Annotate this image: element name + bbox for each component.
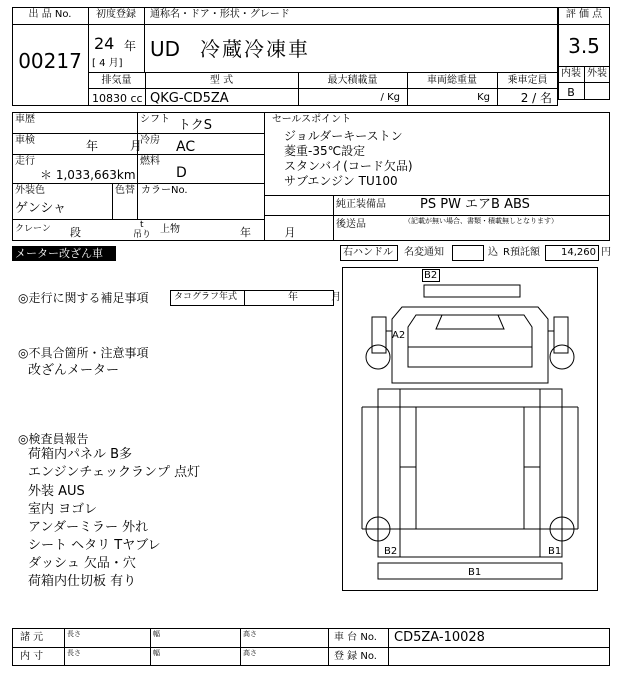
damage-mark-b2-rear: B2: [384, 546, 398, 557]
gross-weight-label: 車両総重量: [427, 75, 477, 86]
sales-point: ジョルダーキーストン: [284, 129, 403, 143]
lot-no-label: 出 品 No.: [28, 9, 72, 20]
year-unit: 年: [124, 39, 137, 53]
aircon: AC: [176, 139, 196, 155]
name-change-label: 名変通知: [404, 247, 444, 258]
width-label: 幅: [153, 630, 160, 638]
crane-hook: 吊り: [133, 230, 152, 240]
sales-point: スタンバイ(コード欠品): [284, 159, 413, 173]
width-label: 幅: [153, 649, 160, 657]
maker: UD: [150, 37, 181, 61]
right-mirror: [554, 317, 568, 353]
name-change-box: [452, 245, 484, 261]
chassis-label: 車 台 No.: [334, 632, 377, 643]
aftermarket-label: 後送品: [336, 219, 366, 230]
fuel-label: 燃料: [140, 156, 160, 167]
cargo-box: [378, 389, 562, 557]
max-load: / Kg: [380, 92, 400, 103]
crane-ton: t: [140, 220, 144, 230]
inspector-label: ◎検査員報告: [18, 432, 89, 446]
divider: [12, 133, 264, 134]
color: ゲンシャ: [15, 201, 67, 216]
crane-stage: 段: [70, 226, 81, 239]
first-reg-month: [ 4 月]: [92, 58, 123, 69]
sales-points-label: セールスポイント: [272, 114, 352, 125]
first-reg-label: 初度登録: [96, 9, 136, 20]
inspector-item: アンダーミラー 外れ: [28, 520, 149, 535]
damage-mark-b1-rear: B1: [468, 567, 482, 578]
cab-roof: [436, 315, 504, 329]
truck-diagram: [342, 267, 598, 591]
reg-label: 登 録 No.: [334, 651, 377, 662]
tachograph-date: 年 月: [288, 292, 342, 303]
exterior-label: 外装: [587, 68, 607, 79]
divider: [144, 7, 145, 72]
divider: [112, 183, 113, 219]
divider: [64, 628, 65, 666]
model-name-label: 通称名・ドア・形状・グレード: [150, 9, 290, 20]
front-left-wheel: [366, 345, 390, 369]
inspector-item: シート ヘタリ Tヤブレ: [28, 538, 161, 553]
divider: [12, 647, 610, 648]
divider: [240, 628, 241, 666]
tax-label: 込: [488, 247, 498, 258]
damage-mark-b2-front: B2: [424, 270, 438, 281]
divider: [558, 24, 610, 25]
divider: [12, 154, 264, 155]
inspector-item: 外装 AUS: [28, 484, 85, 499]
chassis-no: CD5ZA-10028: [394, 630, 485, 645]
divider: [12, 24, 558, 25]
divider: [88, 72, 558, 73]
shift-label: シフト: [140, 114, 170, 125]
lot-no: 00217: [18, 49, 82, 73]
cab-top: [408, 315, 532, 367]
crane-label: クレーン: [15, 224, 51, 234]
gross-weight: Kg: [477, 92, 490, 103]
aircon-label: 冷房: [140, 135, 160, 146]
recycle-unit: 円: [601, 247, 611, 258]
score: 3.5: [568, 34, 600, 58]
divider: [264, 112, 265, 241]
divider: [388, 628, 389, 666]
height-label: 高さ: [243, 630, 257, 638]
divider: [264, 215, 610, 216]
divider: [137, 112, 138, 219]
divider: [264, 195, 610, 196]
capacity: 2 / 名: [520, 91, 552, 105]
dims-label: 諸 元: [20, 632, 44, 643]
capacity-label: 乗車定員: [507, 75, 548, 86]
height-label: 高さ: [243, 649, 257, 657]
cab-outline: [392, 307, 548, 383]
recycle-amount: 14,260: [561, 247, 596, 258]
shift: トクS: [178, 118, 212, 133]
damage-mark-a2: A2: [392, 330, 406, 341]
interior-label: 内装: [561, 68, 581, 79]
divider: [12, 183, 264, 184]
color-swatch-label: 色替: [115, 185, 135, 196]
sales-point: 菱重-35℃設定: [284, 144, 366, 158]
type: QKG-CD5ZA: [150, 91, 229, 106]
inspector-item: ダッシュ 欠品・穴: [28, 556, 136, 571]
defect-item: 改ざんメーター: [28, 363, 120, 378]
mileage-label: 走行: [15, 156, 35, 167]
sales-point: サブエンジン TU100: [284, 174, 398, 188]
color-label: 外装色: [15, 185, 45, 196]
inspector-item: 荷箱内仕切板 有り: [28, 574, 137, 589]
inspector-item: エンジンチェックランプ 点灯: [28, 465, 201, 480]
upper-label: 上物: [160, 224, 180, 235]
model-desc: 冷蔵冷凍車: [200, 37, 310, 61]
displacement: 10830 cc: [92, 92, 143, 105]
inner-label: 内 寸: [20, 651, 44, 662]
mileage: ＊ 1,033,663km: [40, 168, 136, 182]
divider: [88, 88, 558, 89]
divider: [333, 195, 334, 241]
recycle-label: R預託額: [503, 247, 540, 258]
inspector-item: 荷箱内パネル B多: [28, 447, 133, 462]
upper-date: 年 月: [240, 226, 296, 239]
defects-label: ◎不具合箇所・注意事項: [18, 346, 149, 360]
front-bumper: [424, 285, 520, 297]
left-mirror: [372, 317, 386, 353]
score-label: 評 価 点: [565, 9, 603, 20]
right-handle: 右ハンドル: [343, 247, 393, 258]
driving-label: ◎走行に関する補足事項: [18, 291, 149, 305]
divider: [150, 628, 151, 666]
first-reg-year: 24: [94, 34, 115, 53]
type-label: 型 式: [209, 75, 234, 86]
divider: [12, 219, 264, 220]
tachograph-label: タコグラフ年式: [174, 292, 238, 302]
divider: [244, 290, 245, 306]
inspection: 年 月: [86, 139, 142, 153]
aftermarket-note: （記載が無い場合、書類・積載無しとなります）: [404, 217, 558, 225]
divider: [88, 7, 89, 106]
damage-mark-b1-right: B1: [548, 546, 562, 557]
max-load-label: 最大積載量: [327, 75, 378, 86]
inspection-label: 車検: [15, 135, 35, 146]
factory-equipment-label: 純正装備品: [336, 199, 386, 210]
inspector-item: 室内 ヨゴレ: [28, 502, 98, 517]
length-label: 長さ: [67, 630, 81, 638]
fuel: D: [176, 165, 187, 181]
color-no-label: カラーNo.: [141, 185, 188, 196]
displacement-label: 排気量: [101, 75, 132, 86]
history-label: 車歴: [15, 114, 35, 125]
odometer-tampered-badge: [12, 246, 116, 261]
factory-equipment: PS PW エアB ABS: [420, 197, 530, 212]
divider: [328, 628, 329, 666]
front-right-wheel: [550, 345, 574, 369]
length-label: 長さ: [67, 649, 81, 657]
odometer-tampered: メーター改ざん車: [15, 247, 103, 260]
interior-grade: B: [567, 86, 575, 99]
